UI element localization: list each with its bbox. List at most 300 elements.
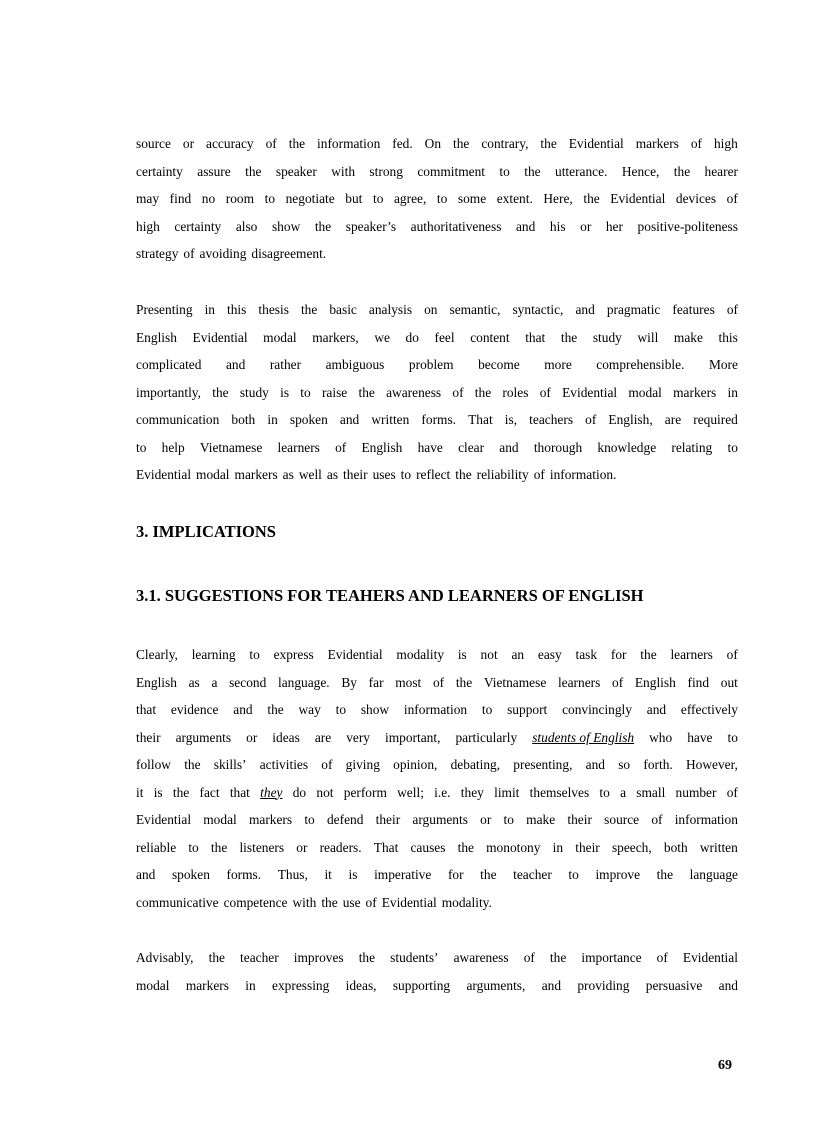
word: and — [541, 977, 562, 993]
text-line — [136, 185, 738, 213]
word: task — [575, 647, 598, 662]
word: so — [618, 757, 631, 772]
word: speaker’s — [345, 218, 397, 234]
word: to — [300, 384, 311, 400]
word: do — [292, 784, 307, 800]
word: in — [204, 302, 215, 317]
word: for — [610, 647, 627, 662]
word: utterance. — [555, 163, 608, 179]
heading-suggestions: 3.1. SUGGESTIONS FOR TEAHERS AND LEARNERS OF ENGLISH — [136, 586, 644, 605]
word: of — [265, 136, 277, 151]
word: competence — [223, 894, 288, 910]
word: is — [280, 384, 290, 400]
word: thorough — [533, 439, 583, 455]
word: as — [282, 467, 294, 482]
word: evidence — [170, 702, 219, 717]
word: to — [400, 467, 412, 482]
word: negotiate — [285, 191, 335, 206]
word: second — [229, 674, 267, 690]
word: arguments — [412, 812, 468, 827]
word: to — [335, 702, 347, 717]
word: limit — [494, 784, 520, 800]
word: the — [288, 136, 306, 151]
word: make — [673, 329, 703, 345]
word: Vietnamese — [199, 439, 263, 455]
word: imperative — [374, 867, 432, 882]
text-line — [136, 779, 738, 807]
word: of — [335, 439, 347, 455]
word: as — [188, 674, 200, 690]
word: to — [599, 784, 610, 800]
word: also — [235, 218, 258, 234]
word: show — [271, 218, 301, 234]
word: spoken — [289, 412, 328, 427]
word: of — [585, 412, 597, 427]
word: reliable — [136, 839, 177, 855]
word: this — [718, 329, 738, 345]
word: but — [345, 191, 363, 206]
word: in — [727, 384, 738, 400]
word: i.e. — [434, 784, 451, 800]
word: Evidential — [562, 384, 618, 400]
word: certainty — [136, 163, 183, 179]
text-line — [136, 296, 738, 324]
word: content — [470, 329, 510, 345]
word: express — [273, 647, 314, 662]
word: the — [212, 384, 229, 400]
word: that — [229, 784, 250, 800]
text-line — [136, 861, 738, 889]
word: devices — [675, 191, 717, 206]
word: with — [331, 163, 356, 179]
word: the — [457, 839, 474, 855]
word: Evidential — [682, 950, 738, 965]
word: By — [341, 674, 357, 690]
word: forms. — [421, 412, 457, 427]
word: the — [208, 950, 225, 965]
word: the — [480, 867, 497, 882]
word: the — [210, 839, 228, 855]
word: teacher — [513, 867, 552, 882]
page-number: 69 — [718, 1058, 732, 1073]
word: her — [605, 218, 623, 234]
word: are — [314, 729, 332, 745]
word: English — [136, 329, 177, 345]
word: syntactic, — [512, 302, 564, 317]
word: to — [503, 812, 514, 827]
word: a — [620, 784, 627, 800]
word: communicative — [136, 894, 219, 910]
word: Thus, — [277, 867, 308, 882]
text-line — [136, 461, 738, 489]
word: presenting, — [513, 757, 573, 772]
word: communication — [136, 412, 220, 427]
word: of — [726, 302, 738, 317]
word: authoritativeness — [410, 218, 502, 234]
word: and — [646, 702, 667, 717]
word: feel — [434, 329, 455, 345]
word: modal — [196, 467, 230, 482]
word: that — [136, 702, 157, 717]
word: and — [499, 439, 519, 455]
word: modal — [203, 812, 237, 827]
word: Advisably, — [136, 950, 194, 965]
word: activities — [259, 757, 309, 772]
word: learning — [191, 647, 236, 662]
word: the — [300, 302, 318, 317]
word: the — [583, 191, 600, 206]
word: Evidential — [136, 812, 192, 827]
word: in — [267, 412, 278, 427]
word: clear — [458, 439, 485, 455]
word: markers — [234, 467, 278, 482]
word: raise — [321, 384, 348, 400]
word: thesis — [258, 302, 289, 317]
word: written — [371, 412, 410, 427]
word: Evidential — [192, 329, 248, 345]
word: improve — [595, 867, 641, 882]
word: to — [481, 702, 493, 717]
word: of — [452, 384, 464, 400]
word: to — [727, 439, 738, 455]
word: speech, — [611, 839, 652, 855]
text-line — [136, 324, 738, 352]
word: to — [264, 191, 276, 206]
word: information — [317, 136, 381, 151]
word: or — [580, 218, 592, 234]
heading-implications: 3. IMPLICATIONS — [136, 522, 276, 541]
word: easy — [537, 647, 562, 662]
word: is — [457, 647, 467, 662]
text-line — [136, 158, 738, 186]
word: Here, — [543, 191, 573, 206]
word: supporting — [392, 977, 451, 993]
word: teacher — [240, 950, 279, 965]
word: required — [693, 412, 738, 427]
word: assure — [197, 163, 231, 179]
text-line — [136, 751, 738, 779]
word: awareness — [386, 384, 442, 400]
word: rather — [269, 357, 302, 372]
word: far — [368, 674, 384, 690]
word: That — [468, 412, 493, 427]
word: use — [342, 894, 361, 910]
word: the — [184, 757, 201, 772]
word: language — [689, 867, 738, 882]
word: the — [314, 218, 332, 234]
word: speaker — [275, 163, 317, 179]
word: it — [136, 784, 144, 800]
word: the — [640, 647, 657, 662]
word: More — [708, 357, 738, 372]
word: ideas, — [345, 977, 377, 993]
word: of — [432, 674, 445, 690]
word: reliability — [476, 467, 529, 482]
word: basic — [329, 302, 357, 317]
word: well — [298, 467, 322, 482]
word: Evidential — [610, 191, 666, 206]
word: importance — [581, 950, 642, 965]
word: strong — [369, 163, 403, 179]
word: analysis — [368, 302, 413, 317]
word: fed. — [392, 136, 413, 151]
word: high — [713, 136, 738, 151]
word: help — [161, 439, 185, 455]
word: will — [637, 329, 659, 345]
word: of — [726, 191, 738, 206]
word: small — [636, 784, 666, 800]
word: of — [183, 246, 195, 261]
text-line — [136, 240, 738, 268]
word: out — [720, 674, 738, 690]
paragraph-teacher-advice — [136, 944, 738, 999]
word: the — [560, 329, 578, 345]
word: important, — [385, 729, 441, 745]
word: debating, — [450, 757, 501, 772]
word: modal — [263, 329, 297, 345]
word: or — [296, 839, 308, 855]
word: may — [136, 191, 160, 206]
text-line — [136, 351, 738, 379]
word: on — [424, 302, 438, 317]
word: their — [375, 812, 401, 827]
text-line — [136, 379, 738, 407]
word: well; — [397, 784, 424, 800]
word: find — [687, 674, 710, 690]
word: study — [239, 384, 269, 400]
word: the — [455, 467, 472, 482]
word: more — [544, 357, 572, 372]
word: of — [726, 647, 738, 662]
word: language. — [277, 674, 330, 690]
word: the — [673, 163, 691, 179]
word: to — [568, 867, 579, 882]
text-line — [136, 130, 738, 158]
word: improves — [293, 950, 344, 965]
word: of — [651, 812, 663, 827]
word: find — [169, 191, 192, 206]
word: readers. — [319, 839, 362, 855]
word: or — [246, 729, 258, 745]
word: that — [525, 329, 546, 345]
word: source — [604, 812, 640, 827]
word: both — [231, 412, 256, 427]
word: to — [249, 647, 260, 662]
word: with — [292, 894, 317, 910]
word: forms. — [226, 867, 262, 882]
word: in — [245, 977, 256, 993]
word: the — [245, 163, 262, 179]
word: this — [227, 302, 247, 317]
word: of — [612, 674, 624, 690]
word: roles — [502, 384, 529, 400]
underlined-emphasis: students of English — [532, 729, 635, 745]
word: Presenting — [136, 302, 193, 317]
word: the — [455, 674, 473, 690]
word: strategy — [136, 246, 179, 261]
word: extent. — [496, 191, 533, 206]
word: giving — [345, 757, 380, 772]
word: avoiding — [199, 246, 247, 261]
word: some — [457, 191, 487, 206]
word: and — [515, 218, 536, 234]
word: modality. — [441, 894, 492, 910]
word: of — [365, 894, 377, 910]
word: uses — [372, 467, 396, 482]
word: reflect — [416, 467, 451, 482]
word: source — [136, 136, 171, 151]
word: of — [533, 467, 545, 482]
word: information — [403, 702, 468, 717]
word: have — [417, 439, 443, 455]
word: is, — [504, 412, 518, 427]
word: room — [225, 191, 255, 206]
word: complicated — [136, 357, 202, 372]
text-line — [136, 669, 738, 697]
word: themselves — [529, 784, 590, 800]
word: support — [507, 702, 548, 717]
word: monotony — [486, 839, 541, 855]
word: the — [358, 950, 376, 965]
word: opinion, — [393, 757, 438, 772]
text-line — [136, 972, 738, 1000]
word: modal — [628, 384, 662, 400]
word: the — [267, 702, 284, 717]
word: the — [453, 136, 470, 151]
word: modality — [396, 647, 445, 662]
word: to — [727, 729, 738, 745]
word: Evidential — [381, 894, 437, 910]
word: or — [480, 812, 492, 827]
word: accuracy — [206, 136, 254, 151]
word: particularly — [455, 729, 518, 745]
word: for — [447, 867, 464, 882]
word: it — [324, 867, 332, 882]
word: English — [361, 439, 403, 455]
underlined-emphasis: they — [260, 784, 283, 800]
word: spoken — [171, 867, 210, 882]
word: their — [136, 729, 161, 745]
word: Vietnamese — [483, 674, 547, 690]
word: are — [664, 412, 682, 427]
text-line — [136, 724, 738, 752]
word: the — [540, 136, 557, 151]
word: who — [649, 729, 673, 745]
word: follow — [136, 757, 171, 772]
word: the — [358, 384, 375, 400]
word: the — [474, 384, 492, 400]
word: markers — [248, 812, 293, 827]
word: information — [674, 812, 738, 827]
word: information. — [549, 467, 617, 482]
word: high — [136, 218, 160, 234]
text-line — [136, 406, 738, 434]
word: of — [321, 757, 333, 772]
word: Hence, — [621, 163, 660, 179]
text-line — [136, 641, 738, 669]
word: fact — [199, 784, 220, 800]
word: Evidential — [136, 467, 192, 482]
word: of — [539, 384, 551, 400]
word: become — [478, 357, 520, 372]
word: English — [634, 674, 676, 690]
paragraph-learning-evidential-modality — [136, 641, 738, 916]
word: of — [690, 136, 703, 151]
word: comprehensible. — [596, 357, 685, 372]
word: is — [348, 867, 358, 882]
word: as — [326, 467, 339, 482]
word: On — [424, 136, 442, 151]
word: to — [436, 191, 448, 206]
word: written — [699, 839, 738, 855]
word: listeners — [239, 839, 285, 855]
word: causes — [410, 839, 446, 855]
text-line — [136, 696, 738, 724]
word: English, — [608, 412, 653, 427]
word: study — [592, 329, 622, 345]
word: make — [526, 812, 556, 827]
text-line — [136, 889, 738, 917]
word: and — [718, 977, 738, 993]
word: way — [298, 702, 321, 717]
word: providing — [577, 977, 630, 993]
word: his — [549, 218, 566, 234]
word: However, — [685, 757, 738, 772]
word: commitment — [417, 163, 485, 179]
word: their — [343, 467, 368, 482]
word: an — [511, 647, 525, 662]
word: markers — [185, 977, 229, 993]
word: certainty — [174, 218, 222, 234]
text-line — [136, 434, 738, 462]
word: is — [153, 784, 163, 800]
word: skills’ — [213, 757, 247, 772]
word: ambiguous — [325, 357, 385, 372]
word: number — [675, 784, 717, 800]
word: arguments, — [466, 977, 526, 993]
word: teachers — [529, 412, 574, 427]
word: ideas — [272, 729, 300, 745]
word: and — [575, 302, 595, 317]
word: they — [460, 784, 484, 800]
paragraph-evidential-certainty — [136, 130, 738, 268]
word: awareness — [453, 950, 509, 965]
word: the — [172, 784, 190, 800]
word: show — [360, 702, 390, 717]
word: the — [656, 867, 674, 882]
word: English — [136, 674, 177, 690]
word: convincingly — [562, 702, 632, 717]
word: to — [499, 163, 510, 179]
word: their — [575, 839, 600, 855]
word: their — [567, 812, 592, 827]
word: agree, — [393, 191, 427, 206]
word: markers — [635, 136, 679, 151]
word: perform — [343, 784, 387, 800]
word: disagreement. — [251, 246, 327, 261]
word: of — [656, 950, 668, 965]
word: expressing — [272, 977, 330, 993]
word: That — [373, 839, 399, 855]
word: pragmatic — [606, 302, 661, 317]
word: have — [687, 729, 713, 745]
word: relating — [671, 439, 713, 455]
word: learners — [277, 439, 320, 455]
word: knowledge — [597, 439, 657, 455]
word: do — [405, 329, 419, 345]
word: markers, — [312, 329, 359, 345]
word: and — [585, 757, 605, 772]
